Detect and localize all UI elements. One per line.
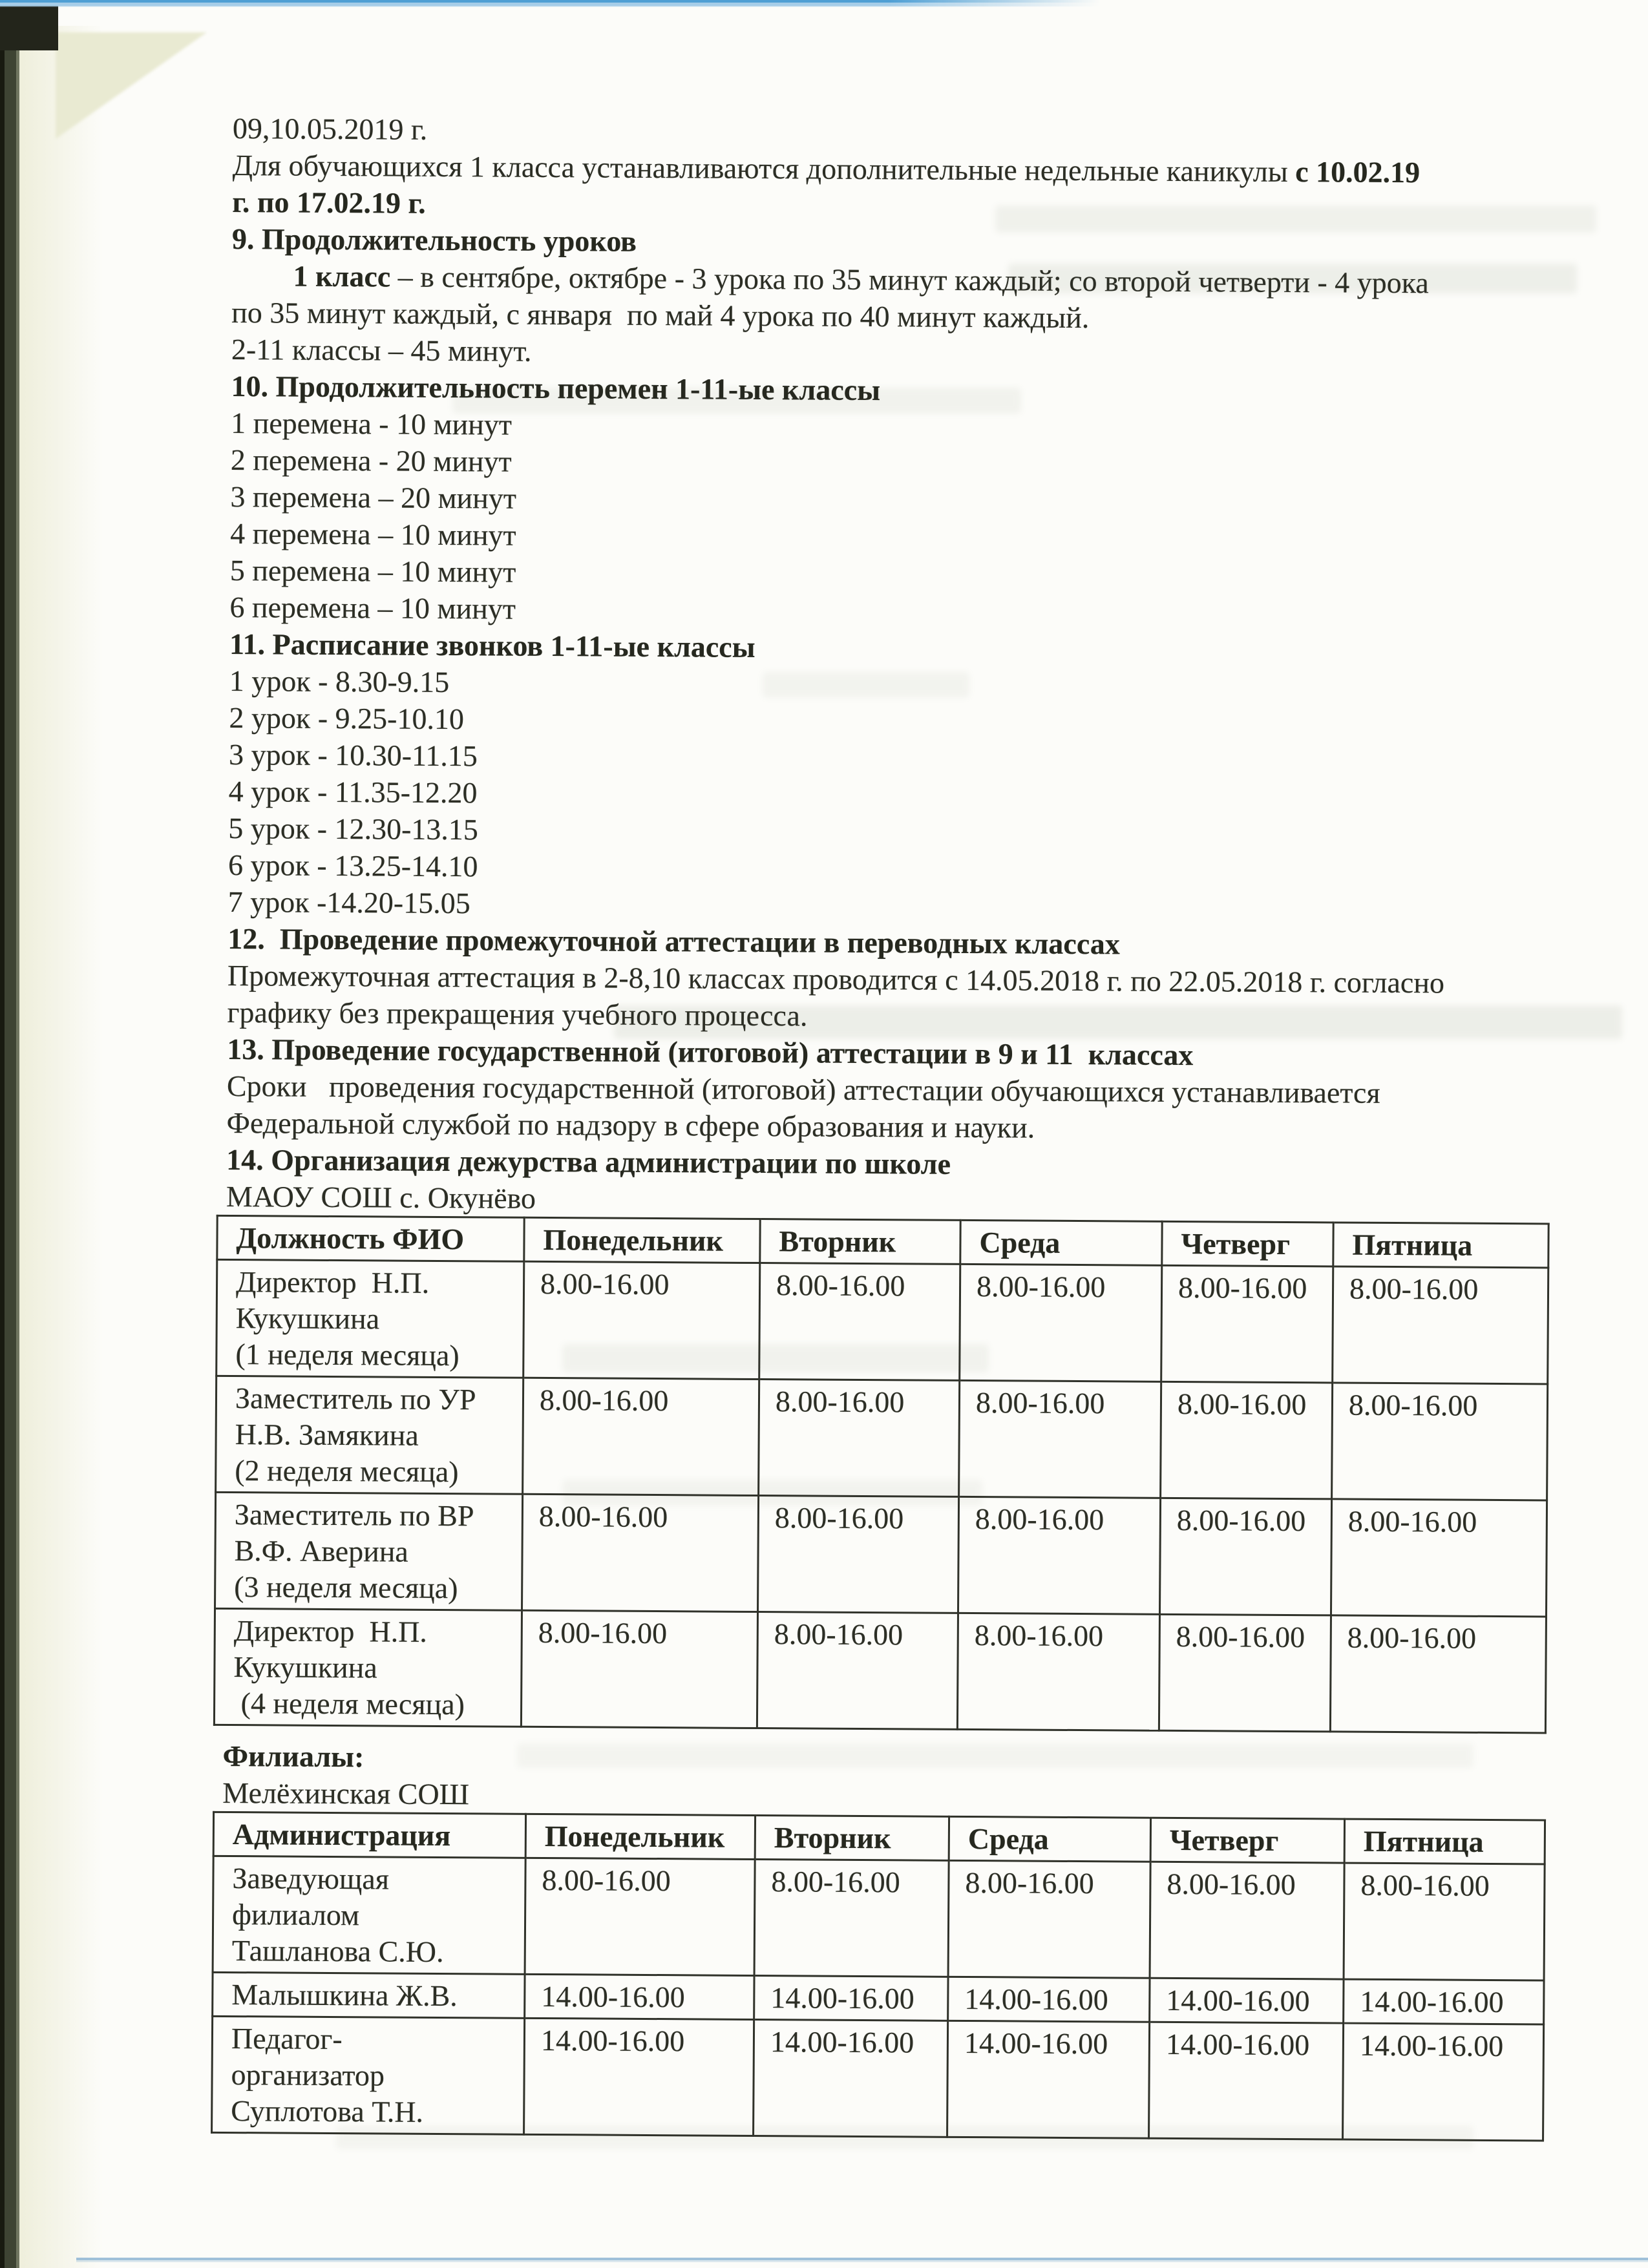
- section-10-heading: 10. Продолжительность перемен 1-11-ые классы: [231, 369, 881, 407]
- col-header: Среда: [960, 1220, 1162, 1265]
- duty-time: 8.00-16.00: [1332, 1383, 1548, 1500]
- duty-time: 8.00-16.00: [958, 1496, 1160, 1614]
- section-9-heading: 9. Продолжительность уроков: [231, 222, 637, 258]
- duty-time: 8.00-16.00: [1344, 1863, 1545, 1980]
- table-row: [213, 1972, 1544, 2024]
- bell-item: 3 урок - 10.30-11.15: [228, 737, 478, 773]
- duty-time: 8.00-16.00: [1150, 1862, 1344, 1979]
- section-12-heading: 12. Проведение промежуточной аттестации в переводных классах: [227, 921, 1120, 961]
- duty-person: Заместитель по УР Н.В. Замякина (2 неделя месяца): [216, 1376, 523, 1494]
- col-header: Вторник: [760, 1219, 960, 1265]
- filials-label: Филиалы:: [222, 1739, 364, 1774]
- section-13-heading: 13. Проведение государственной (итоговой) аттестации в 9 и 11 классах: [227, 1032, 1194, 1072]
- scan-top-strip: [0, 0, 1112, 7]
- duty-time: 14.00-16.00: [754, 1975, 948, 2021]
- duty-time: 8.00-16.00: [759, 1380, 960, 1497]
- duty-time: 8.00-16.00: [1161, 1265, 1333, 1383]
- holidays-line-1: Для обучающихся 1 класса устанавливаются дополнительные недельные каникулы с 10.02.19: [232, 148, 1421, 189]
- duty-time: 14.00-16.00: [1149, 2022, 1344, 2139]
- break-item: 4 перемена – 10 минут: [230, 516, 516, 552]
- section-12-line-2: графику без прекращения учебного процесса.: [227, 995, 808, 1033]
- bell-item: 4 урок - 11.35-12.20: [228, 774, 478, 810]
- duty-person: Директор Н.П. Кукушкина (1 неделя месяца): [217, 1259, 524, 1378]
- section-14-heading: 14. Организация дежурства администрации по школе: [226, 1142, 951, 1181]
- table-row: [215, 1492, 1547, 1617]
- duty-table-filial: [211, 1811, 1546, 2142]
- duty-time: 8.00-16.00: [522, 1494, 759, 1612]
- break-item: 5 перемена – 10 минут: [229, 553, 516, 589]
- table-header-row: [213, 1812, 1545, 1864]
- col-header: Понедельник: [525, 1814, 755, 1859]
- bell-item: 2 урок - 9.25-10.10: [229, 700, 465, 736]
- col-header: Должность ФИО: [217, 1215, 524, 1261]
- date-line: 09,10.05.2019 г.: [232, 112, 428, 146]
- duty-time: 8.00-16.00: [1159, 1614, 1331, 1732]
- table-header-row: [217, 1215, 1548, 1268]
- col-header: Понедельник: [524, 1217, 760, 1263]
- duty-time: 14.00-16.00: [525, 1974, 754, 2019]
- col-header: Администрация: [213, 1812, 525, 1858]
- table-row: [213, 1856, 1545, 1980]
- duty-person: Малышкина Ж.В.: [213, 1972, 525, 2018]
- duty-person: Педагог- организатор Суплотова Т.Н.: [212, 2016, 525, 2134]
- duty-time: 14.00-16.00: [754, 2019, 948, 2137]
- duty-time: 14.00-16.00: [1344, 1979, 1544, 2024]
- duty-time: 8.00-16.00: [523, 1261, 760, 1379]
- section-11-heading: 11. Расписание звонков 1-11-ые классы: [229, 627, 755, 664]
- duty-time: 14.00-16.00: [1150, 1978, 1344, 2023]
- table-row: [216, 1376, 1548, 1500]
- col-header: Пятница: [1333, 1223, 1548, 1268]
- section-9-line-2: по 35 минут каждый, с января по май 4 урока по 40 минут каждый.: [231, 295, 1090, 335]
- break-item: 3 перемена – 20 минут: [230, 479, 517, 515]
- holidays-line-2: г. по 17.02.19 г.: [232, 185, 426, 220]
- duty-time: 8.00-16.00: [1333, 1266, 1548, 1384]
- bell-item: 5 урок - 12.30-13.15: [228, 811, 479, 846]
- table-row: [217, 1259, 1548, 1384]
- section-9-line-1: 1 класс – в сентябре, октябре - 3 урока по 35 минут каждый; со второй четверти - 4 урока: [293, 259, 1429, 300]
- duty-time: 8.00-16.00: [525, 1858, 755, 1975]
- duty-time: 14.00-16.00: [948, 1977, 1150, 2022]
- col-header: Вторник: [755, 1815, 949, 1860]
- duty-table-main-school: [213, 1215, 1550, 1734]
- col-header: Среда: [949, 1816, 1150, 1862]
- section-12-line-1: Промежуточная аттестация в 2-8,10 классах проводится с 14.05.2018 г. по 22.05.2018 г. согласно: [227, 958, 1445, 1000]
- bell-item: 7 урок -14.20-15.05: [227, 885, 470, 920]
- filial-school-name: Мелёхинская СОШ: [222, 1776, 470, 1811]
- duty-time: 8.00-16.00: [523, 1378, 759, 1495]
- duty-person: Заведующая филиалом Ташланова С.Ю.: [213, 1856, 525, 1974]
- duty-time: 8.00-16.00: [1161, 1381, 1333, 1499]
- duty-time: 8.00-16.00: [521, 1610, 757, 1728]
- duty-time: 8.00-16.00: [1330, 1615, 1546, 1733]
- bell-item: 6 урок - 13.25-14.10: [227, 848, 478, 883]
- duty-time: 8.00-16.00: [757, 1496, 958, 1613]
- scan-edge-corner: [0, 0, 58, 50]
- scan-bottom-line: [76, 2258, 1648, 2260]
- duty-time: 8.00-16.00: [959, 1380, 1161, 1498]
- duty-person: Директор Н.П. Кукушкина (4 неделя месяца): [214, 1608, 522, 1727]
- duty-time: 14.00-16.00: [524, 2018, 754, 2136]
- duty-time: 8.00-16.00: [1331, 1499, 1547, 1617]
- section-13-line-2: Федеральной службой по надзору в сфере образования и науки.: [226, 1106, 1035, 1144]
- duty-time: 8.00-16.00: [948, 1860, 1150, 1978]
- duty-time: 8.00-16.00: [759, 1263, 960, 1381]
- duty-time: 8.00-16.00: [754, 1859, 949, 1977]
- break-item: 2 перемена - 20 минут: [230, 443, 512, 478]
- break-item: 1 перемена - 10 минут: [231, 406, 512, 441]
- school-name: МАОУ СОШ с. Окунёво: [226, 1179, 536, 1215]
- duty-time: 14.00-16.00: [1343, 2023, 1544, 2141]
- col-header: Четверг: [1150, 1818, 1344, 1863]
- duty-time: 8.00-16.00: [957, 1613, 1159, 1730]
- break-item: 6 перемена – 10 минут: [229, 590, 516, 625]
- table-row: [214, 1608, 1546, 1733]
- col-header: Четверг: [1162, 1221, 1333, 1266]
- duty-person: Заместитель по ВР В.Ф. Аверина (3 неделя месяца): [215, 1492, 523, 1610]
- duty-time: 8.00-16.00: [1159, 1498, 1331, 1615]
- section-9-line-3: 2-11 классы – 45 минут.: [231, 332, 532, 368]
- col-header: Пятница: [1344, 1819, 1545, 1864]
- section-13-line-1: Сроки проведения государственной (итоговой) аттестации обучающихся устанавливается: [226, 1069, 1380, 1109]
- bell-item: 1 урок - 8.30-9.15: [229, 664, 450, 699]
- table-row: [212, 2016, 1544, 2141]
- duty-time: 8.00-16.00: [960, 1264, 1162, 1381]
- scan-edge-band: [0, 0, 19, 2268]
- duty-time: 8.00-16.00: [757, 1612, 958, 1730]
- duty-time: 14.00-16.00: [947, 2021, 1150, 2138]
